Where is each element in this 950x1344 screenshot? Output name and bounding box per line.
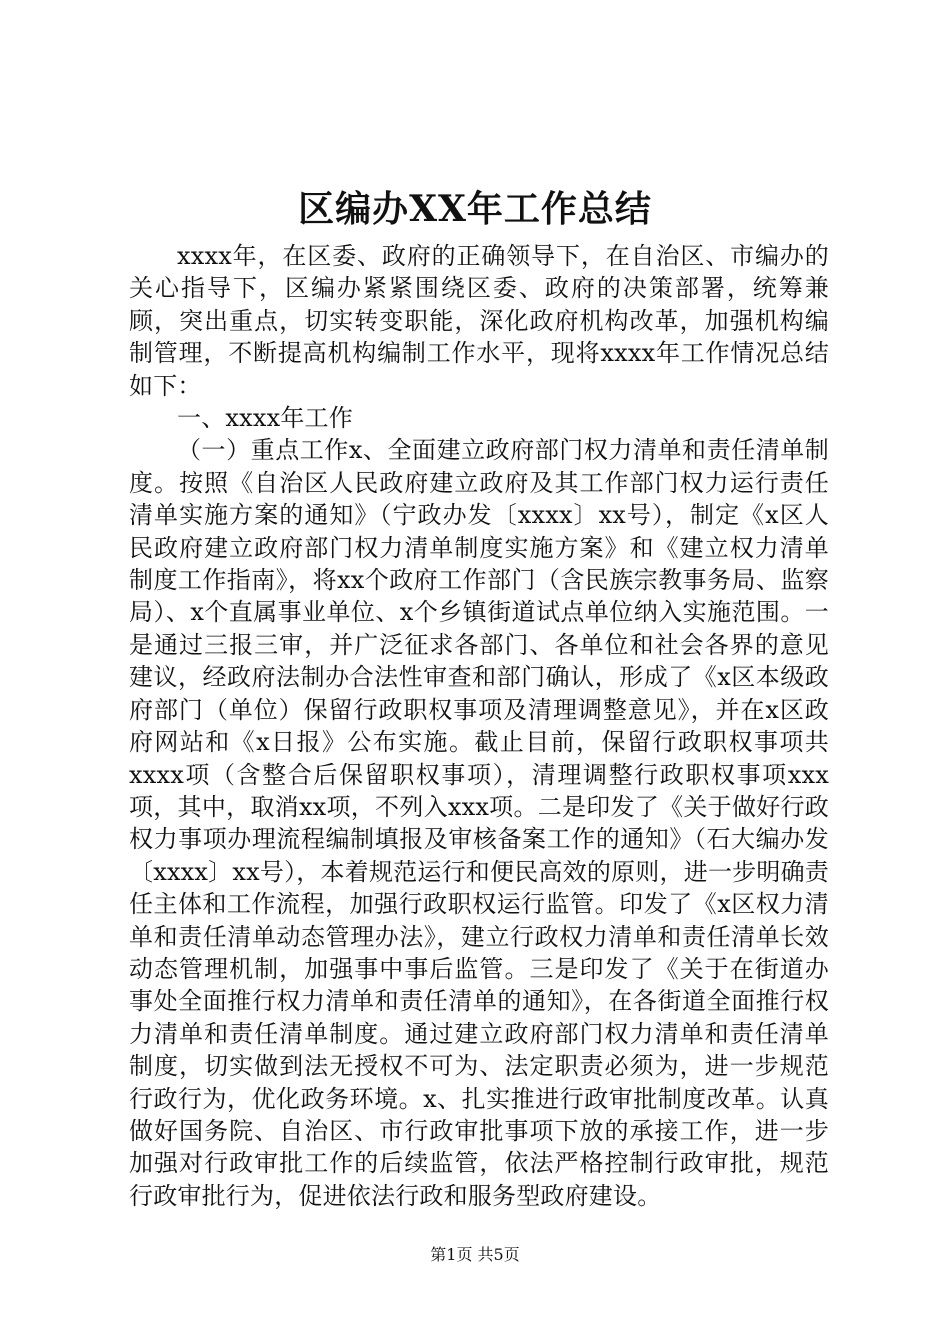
section-heading: 一、xxxx年工作 <box>177 404 353 433</box>
document-title: 区编办XX年工作总结 <box>298 188 652 230</box>
key-work-paragraph: （一）重点工作x、全面建立政府部门权力清单和责任清单制度。按照《自治区人民政府建立政府及其工作部门权力运行责任清单实施方案的通知》（宁政办发〔xxxx〕xx号），制定《x区人民政府建立政府部门权力清单制度实施方案》和《建立权力清单制度工作指南》，将xx个政府工作部门（含民族宗教事务局、监察局）、x个直属事业单位、x个乡镇街道试点单位纳入实施范围。一是通过三报三审，并广泛征求各部门、各单位和社会各界的意见建议，经政府法制办合法性审查和部门确认，形成了《x区本级政府部门（单位）保留行政职权事项及清理调整意见》，并在x区政府网站和《x日报》公布实施。截止目前，保留行政职权事项共xxxx项（含整合后保留职权事项），清理调整行政职权事项xxx项，其中，取消xx项，不列入xxx项。二是印发了《关于做好行政权力事项办理流程编制填报及审核备案工作的通知》（石大编办发〔xxxx〕xx号），本着规范运行和便民高效的原则，进一步明确责任主体和工作流程，加强行政职权运行监管。印发了《x区权力清单和责任清单动态管理办法》，建立行政权力清单和责任清单长效动态管理机制，加强事中事后监管。三是印发了《关于在街道办事处全面推行权力清单和责任清单的通知》，在各街道全面推行权力清单和责任清单制度。通过建立政府部门权力清单和责任清单制度，切实做到法无授权不可为、法定职责必须为，进一步规范行政行为，优化政务环境。x、扎实推进行政审批制度改革。认真做好国务院、自治区、市行政审批事项下放的承接工作，进一步加强对行政审批工作的后续监管，依法严格控制行政审批，规范行政审批行为，促进依法行政和服务型政府建设。 <box>129 436 829 1210</box>
document-body <box>129 240 829 1212</box>
intro-paragraph: xxxx年，在区委、政府的正确领导下，在自治区、市编办的关心指导下，区编办紧紧围绕区委、政府的决策部署，统筹兼顾，突出重点，切实转变职能，深化政府机构改革，加强机构编制管理，不断提高机构编制工作水平，现将xxxx年工作情况总结如下： <box>129 242 829 400</box>
page-footer: 第1页 共5页 <box>430 1245 520 1264</box>
